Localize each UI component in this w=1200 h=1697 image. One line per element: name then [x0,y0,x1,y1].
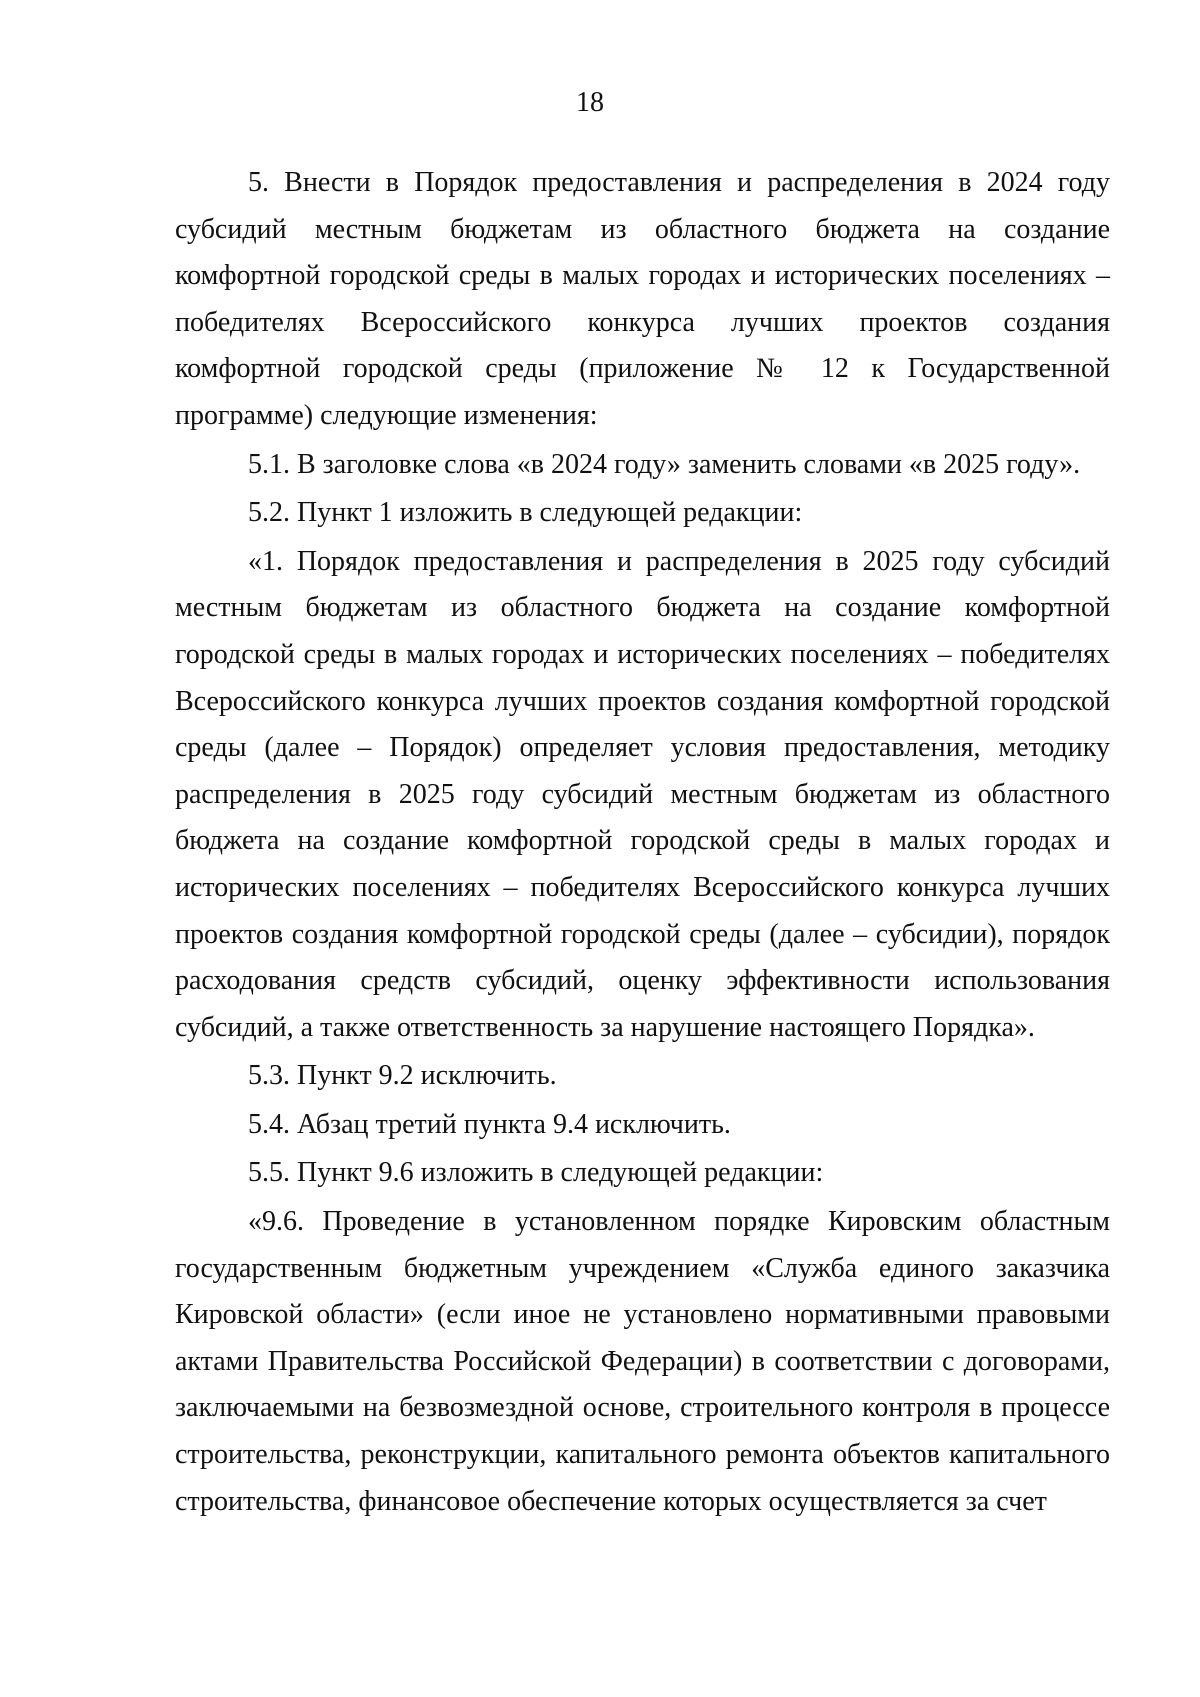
paragraph-quoted-9-6: «9.6. Проведение в установленном порядке Кировским областным государственным бюджетным учреждением «Служба единого заказчика Кировской области» (если иное не установлено нормативными правовыми актами Правительства Российской Федерации) в соответствии с договорами, заключаемыми на безвозмездной основе, строительного контроля в процессе строительства, реконструкции, капитального ремонта объектов капитального строительства, финансовое обеспечение которых осуществляется за счет [175,1206,1110,1517]
paragraph-5-4: 5.4. Абзац третий пункта 9.4 исключить. [248,1108,731,1140]
paragraph-5-5: 5.5. Пункт 9.6 изложить в следующей редакции: [248,1157,824,1189]
paragraph-quoted-1: «1. Порядок предоставления и распределения в 2025 году субсидий местным бюджетам из областного бюджета на создание комфортной городской среды в малых городах и исторических поселениях – победителях Всероссийского конкурса лучших проектов создания комфортной городской среды (далее – Порядок) определяет условия предоставления, методику распределения в 2025 году субсидий местным бюджетам из областного бюджета на создание комфортной городской среды в малых городах и исторических поселениях – победителях Всероссийского конкурса лучших проектов создания комфортной городской среды (далее – субсидии), порядок расходования средств субсидий, оценку эффективности использования субсидий, а также ответственность за нарушение настоящего Порядка». [175,545,1110,1043]
paragraph-5-1: 5.1. В заголовке слова «в 2024 году» заменить словами «в 2025 году». [248,448,1081,480]
paragraph-5-3: 5.3. Пункт 9.2 исключить. [248,1060,557,1092]
document-body [175,160,1110,1525]
page-number: 18 [576,87,604,118]
paragraph-5-2: 5.2. Пункт 1 изложить в следующей редакции: [248,497,803,529]
paragraph-5: 5. Внести в Порядок предоставления и распределения в 2024 году субсидий местным бюджетам из областного бюджета на создание комфортной городской среды в малых городах и исторических поселениях – победителях Всероссийского конкурса лучших проектов создания комфортной городской среды (приложение № 12 к Государственной программе) следующие изменения: [175,167,1110,431]
